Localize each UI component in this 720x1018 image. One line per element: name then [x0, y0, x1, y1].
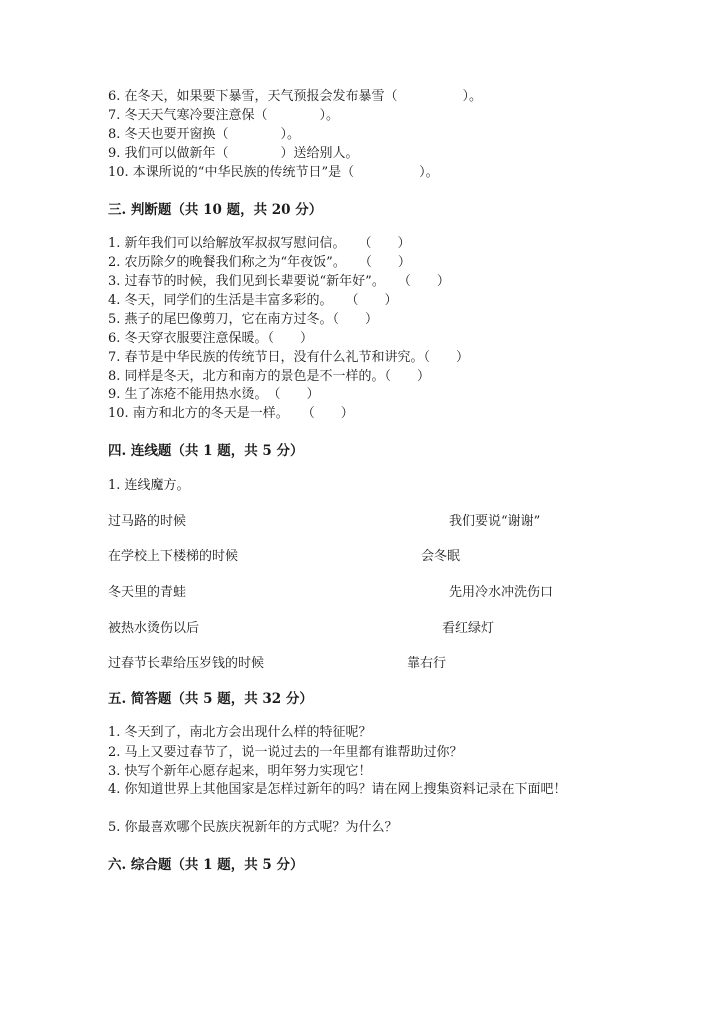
judgement-item: 3. 过春节的时候，我们见到长辈要说“新年好”。 （ ） [108, 274, 450, 289]
matching-left-item: 冬天里的青蛙 [108, 585, 187, 600]
blank-item-9: 9. 我们可以做新年（ ）送给别人。 [108, 146, 359, 161]
short-answer-item: 2. 马上又要过春节了，说一说过去的一年里都有谁帮助过你？ [108, 745, 463, 760]
matching-right-item: 我们要说“谢谢” [449, 514, 541, 529]
matching-left-item: 过春节长辈给压岁钱的时候 [108, 656, 265, 671]
judgement-item: 7. 春节是中华民族的传统节日，没有什么礼节和讲究。（ ） [108, 350, 470, 365]
judgement-item: 1. 新年我们可以给解放军叔叔写慰问信。 （ ） [108, 236, 411, 251]
matching-right-item: 靠右行 [407, 656, 447, 671]
matching-left-item: 被热水烫伤以后 [108, 621, 200, 636]
blank-item-7: 7. 冬天天气寒冷要注意保（ ）。 [108, 108, 340, 123]
blank-item-6: 6. 在冬天，如果要下暴雪，天气预报会发布暴雪（ ）。 [108, 89, 483, 104]
section-heading-short-answer: 五. 简答题（共 5 题，共 32 分） [108, 691, 313, 707]
section-heading-comprehensive: 六. 综合题（共 1 题，共 5 分） [108, 857, 304, 873]
matching-right-item: 会冬眠 [421, 549, 461, 564]
matching-right-item: 看红绿灯 [442, 621, 495, 636]
matching-right-item: 先用冷水冲洗伤口 [449, 585, 554, 600]
section-heading-matching: 四. 连线题（共 1 题，共 5 分） [108, 443, 304, 459]
judgement-item: 6. 冬天穿衣服要注意保暖。（ ） [108, 331, 314, 346]
judgement-item: 9. 生了冻疮不能用热水烫。 （ ） [108, 387, 320, 402]
blank-item-8: 8. 冬天也要开窗换（ ）。 [108, 127, 301, 142]
judgement-item: 8. 同样是冬天，北方和南方的景色是不一样的。（ ） [108, 369, 431, 384]
matching-question: 1. 连线魔方。 [108, 478, 190, 493]
judgement-item: 2. 农历除夕的晚餐我们称之为“年夜饭”。 （ ） [108, 255, 411, 270]
judgement-item: 5. 燕子的尾巴像剪刀，它在南方过冬。（ ） [108, 312, 379, 327]
short-answer-item: 3. 快写个新年心愿存起来，明年努力实现它！ [108, 764, 372, 779]
matching-left-item: 过马路的时候 [108, 514, 187, 529]
judgement-item: 10. 南方和北方的冬天是一样。 （ ） [108, 406, 354, 421]
judgement-item: 4. 冬天，同学们的生活是丰富多彩的。 （ ） [108, 293, 398, 308]
short-answer-item: 5. 你最喜欢哪个民族庆祝新年的方式呢？为什么？ [108, 820, 398, 835]
section-heading-judgement: 三. 判断题（共 10 题，共 20 分） [108, 202, 323, 218]
short-answer-item: 4. 你知道世界上其他国家是怎样过新年的吗？请在网上搜集资料记录在下面吧！ [108, 782, 567, 797]
short-answer-item: 1. 冬天到了，南北方会出现什么样的特征呢？ [108, 725, 372, 740]
matching-left-item: 在学校上下楼梯的时候 [108, 549, 239, 564]
blank-item-10: 10. 本课所说的“中华民族的传统节日”是（ ）。 [108, 165, 439, 180]
